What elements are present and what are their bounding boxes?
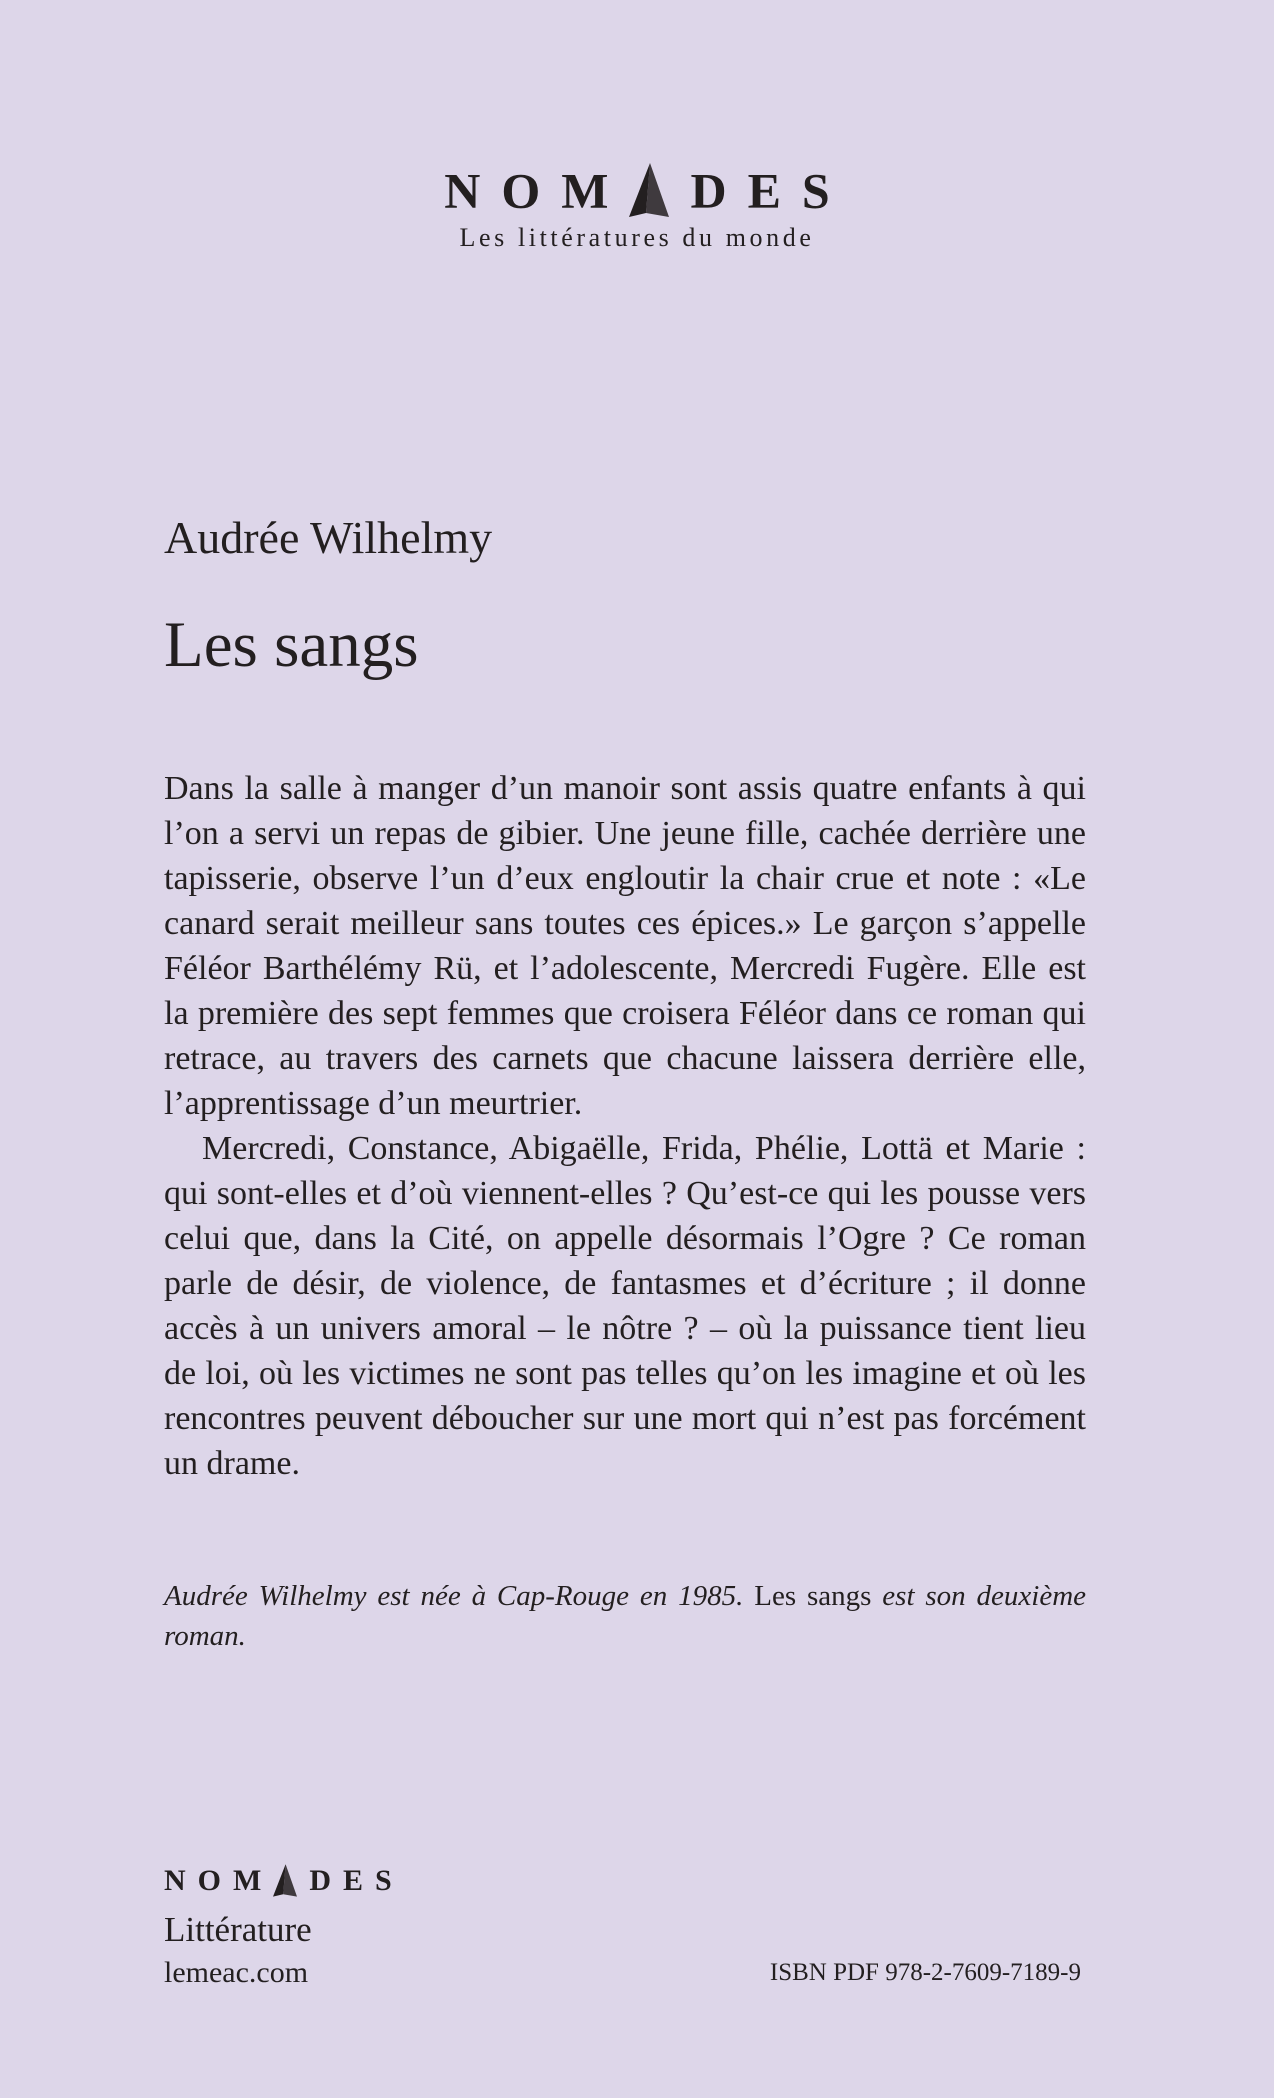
collection-tagline: Les littératures du monde	[459, 222, 815, 252]
bio-rest: est son deuxième roman.	[164, 1580, 1087, 1652]
footer-logo	[164, 1861, 404, 1899]
header-logo	[0, 155, 1274, 253]
footer-wordmark-right: DES	[309, 1864, 404, 1898]
wordmark-left: NOM	[444, 162, 630, 219]
book-summary	[164, 766, 1086, 1486]
collection-label: Littérature	[164, 1910, 312, 1949]
pyramid-icon	[629, 163, 669, 219]
publisher-website[interactable]: lemeac.com	[164, 1956, 309, 1989]
footer-wordmark-left: NOM	[164, 1864, 274, 1898]
author-name: Audrée Wilhelmy	[164, 512, 493, 563]
summary-paragraph-2: Mercredi, Constance, Abigaëlle, Frida, Phélie, Lottä et Marie : qui sont-elles et d’où viennent-elles ? Qu’est-ce qui les pousse vers celui que, dans la Cité, on appelle désormais l’Ogre ? Ce roman parle de désir, de violence, de fantasmes et d’écriture ; il donne accès à un univers amoral – le nôtre ? – où la puissance tient lieu de loi, où les victimes ne sont pas telles qu’on les imagine et où les rencontres peuvent déboucher sur une mort qui n’est pas forcément un drame.	[164, 1130, 1086, 1482]
book-title: Les sangs	[164, 609, 419, 681]
pyramid-icon	[273, 1864, 297, 1898]
nomades-wordmark	[423, 155, 850, 221]
wordmark-right: DES	[690, 162, 851, 219]
author-bio	[164, 1576, 1086, 1656]
summary-paragraph-1: Dans la salle à manger d’un manoir sont assis quatre enfants à qui l’on a servi un repas de gibier. Une jeune fille, cachée derrière une tapisserie, observe l’un d’eux engloutir la chair crue et note : «Le canard serait meilleur sans toutes ces épices.» Le garçon s’appelle Féléor Barthélémy Rü, et l’adolescente, Mercredi Fugère. Elle est la première des sept femmes que croisera Féléor dans ce roman qui retrace, au travers des carnets que chacune laissera derrière elle, l’apprentissage d’un meurtrier.	[164, 770, 1086, 1122]
bio-birth: Audrée Wilhelmy est née à Cap-Rouge en 1985.	[164, 1580, 744, 1612]
bio-title: Les sangs	[754, 1580, 872, 1612]
isbn-number: ISBN PDF 978-2-7609-7189-9	[769, 1959, 1081, 1986]
